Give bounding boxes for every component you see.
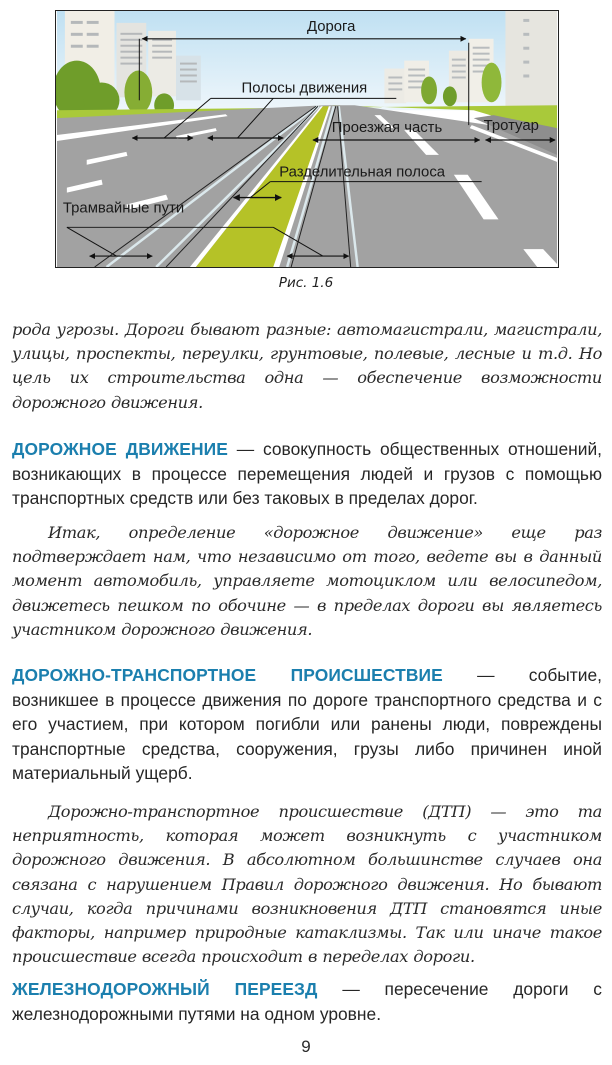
road-illustration xyxy=(55,10,559,268)
label-sidewalk: Тротуар xyxy=(483,118,539,135)
label-road: Дорога xyxy=(307,18,356,35)
definition-railway-crossing-text: — пересечение дороги с железнодорожными путями на одном уровне. xyxy=(12,979,602,1024)
paragraph-traffic-participant: Итак, определение «дорожное движение» еще раз подтверждает нам, что независимо от того, ведете вы в данный момент автомобиль, управляете мотоциклом или велосипедом, движетесь пешком по обочине — в пределах дороги вы являетесь участником дорожного движения. xyxy=(12,523,602,639)
figure-caption: Рис. 1.6 xyxy=(278,275,334,291)
page-number: 9 xyxy=(301,1037,311,1056)
definition-accident xyxy=(12,663,602,786)
paragraph-road-types: рода угрозы. Дороги бывают разные: автомагистрали, магистрали, улицы, проспекты, переулки, грунтовые, полевые, лесные и т.д. Но цель их строительства одна — обеспечение возможности дорожного движения. xyxy=(12,320,602,412)
definition-traffic-text: — совокупность общественных отношений, возникающих в процессе перемещения людей и грузов с помощью транспортных средств или без таковых в пределах дорог. xyxy=(12,439,602,509)
label-lanes: Полосы движения xyxy=(241,80,368,97)
road-diagram xyxy=(56,11,558,267)
definition-railway-crossing xyxy=(12,977,602,1026)
definition-accident-text: — событие, возникшее в процессе движения по дороге транспортного средства и с его участием, при котором погибли или ранены люди, повреждены транспортные средства, сооружения, грузы либо причинен иной материальный ущерб. xyxy=(12,665,602,784)
label-carriageway: Проезжая часть xyxy=(331,120,443,137)
term-railway-crossing: ЖЕЛЕЗНОДОРОЖНЫЙ ПЕРЕЕЗД xyxy=(12,979,318,999)
label-tram-tracks: Трамвайные пути xyxy=(62,200,185,217)
term-accident: ДОРОЖНО-ТРАНСПОРТНОЕ ПРОИСШЕСТВИЕ xyxy=(12,665,443,685)
label-median: Разделительная полоса xyxy=(279,164,446,181)
term-traffic: ДОРОЖНОЕ ДВИЖЕНИЕ xyxy=(12,439,228,459)
definition-traffic xyxy=(12,437,602,511)
paragraph-accident-explanation: Дорожно-транспортное происшествие (ДТП) — это та неприятность, которая может возникнуть с участником дорожного движения. В абсолютном большинстве случаев она связана с нарушением Правил дорожного движения. Но бывают случаи, когда причинами возникновения ДТП становятся иные факторы, например природные катаклизмы. Так или иначе такое происшествие всегда происходит в переделах дороги. xyxy=(12,802,602,967)
